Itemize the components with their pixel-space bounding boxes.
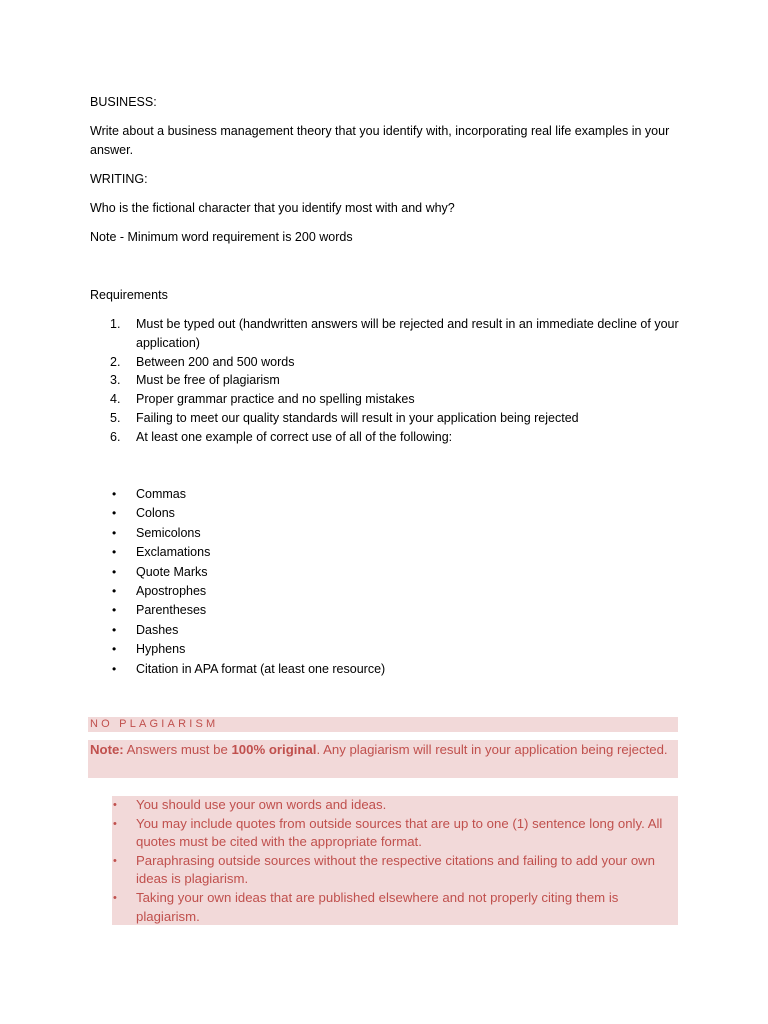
punctuation-label: Apostrophes	[136, 584, 207, 599]
writing-prompt: Who is the fictional character that you identify most with and why?	[90, 201, 455, 215]
bullet-icon: •	[112, 622, 117, 637]
plagiarism-heading: NO PLAGIARISM	[90, 718, 219, 730]
requirement-item	[90, 428, 680, 447]
plagiarism-rule-text: You should use your own words and ideas.	[136, 797, 387, 812]
bullet-icon: •	[112, 525, 117, 540]
plagiarism-rule-item	[112, 852, 676, 889]
punctuation-label: Hyphens	[136, 642, 186, 657]
requirements-heading: Requirements	[90, 288, 168, 302]
requirement-number: 1.	[110, 317, 121, 331]
punctuation-item	[90, 504, 680, 523]
requirement-number: 5.	[110, 410, 121, 425]
requirements-list	[90, 315, 680, 447]
bullet-icon: •	[112, 661, 117, 676]
requirement-number: 4.	[110, 392, 121, 407]
bullet-icon: •	[113, 891, 117, 904]
punctuation-label: Parentheses	[136, 603, 207, 618]
punctuation-item	[90, 640, 680, 659]
requirement-number: 2.	[110, 354, 121, 369]
bullet-icon: •	[112, 564, 117, 579]
punctuation-label: Commas	[136, 487, 187, 501]
requirement-text: Must be typed out (handwritten answers will be rejected and result in an immediate decline of your application)	[136, 317, 679, 350]
punctuation-label: Colons	[136, 506, 175, 521]
punctuation-label: Citation in APA format (at least one resource)	[136, 661, 386, 676]
plagiarism-rule-text: Taking your own ideas that are published elsewhere and not properly citing them is plagiarism.	[136, 889, 619, 924]
plagiarism-rule-text: Paraphrasing outside sources without the respective citations and failing to add your own ideas is plagiarism.	[136, 852, 656, 887]
word-requirement-note: Note - Minimum word requirement is 200 words	[90, 230, 353, 244]
bullet-icon: •	[112, 506, 117, 521]
punctuation-item	[90, 543, 680, 562]
requirement-item	[90, 409, 680, 428]
business-prompt: Write about a business management theory that you identify with, incorporating real life examples in your answer.	[90, 124, 670, 157]
bullet-icon: •	[112, 603, 117, 618]
requirement-text: At least one example of correct use of all of the following:	[136, 429, 453, 444]
requirement-item	[90, 315, 680, 353]
note-text-pre: Answers must be	[123, 742, 232, 757]
punctuation-item	[90, 485, 680, 504]
requirement-text: Between 200 and 500 words	[136, 354, 295, 369]
bullet-icon: •	[112, 545, 117, 560]
punctuation-item	[90, 582, 680, 601]
punctuation-list	[90, 485, 680, 679]
requirement-text: Proper grammar practice and no spelling mistakes	[136, 392, 415, 407]
plagiarism-rule-item	[112, 889, 676, 926]
requirement-number: 6.	[110, 429, 121, 444]
bullet-icon: •	[112, 642, 117, 657]
requirement-item	[90, 371, 680, 390]
plagiarism-rules-list	[112, 796, 676, 926]
requirement-text: Failing to meet our quality standards will result in your application being rejected	[136, 410, 579, 425]
requirement-number: 3.	[110, 373, 121, 388]
punctuation-label: Semicolons	[136, 525, 201, 540]
punctuation-item	[90, 621, 680, 640]
requirement-text: Must be free of plagiarism	[136, 373, 280, 388]
plagiarism-rule-item	[112, 815, 676, 852]
requirement-item	[90, 390, 680, 409]
bullet-icon: •	[113, 817, 117, 830]
punctuation-label: Exclamations	[136, 545, 211, 560]
punctuation-item	[90, 563, 680, 582]
plagiarism-note	[90, 740, 676, 759]
note-text-emphasis: 100% original	[231, 742, 317, 757]
punctuation-item	[90, 524, 680, 543]
note-label: Note:	[90, 742, 124, 757]
writing-heading: WRITING:	[90, 172, 148, 186]
plagiarism-rule-text: You may include quotes from outside sources that are up to one (1) sentence long only. All quotes must be cited with the appropriate format.	[136, 815, 663, 850]
punctuation-label: Dashes	[136, 622, 179, 637]
requirement-item	[90, 353, 680, 372]
plagiarism-rule-item	[112, 796, 676, 815]
punctuation-label: Quote Marks	[136, 564, 208, 579]
bullet-icon: •	[112, 584, 117, 599]
bullet-icon: •	[113, 799, 117, 811]
bullet-icon: •	[113, 854, 117, 867]
business-heading: BUSINESS:	[90, 95, 157, 109]
note-text-post: . Any plagiarism will result in your application being rejected.	[316, 742, 668, 757]
bullet-icon: •	[112, 487, 117, 501]
punctuation-item	[90, 601, 680, 620]
punctuation-item	[90, 660, 680, 679]
